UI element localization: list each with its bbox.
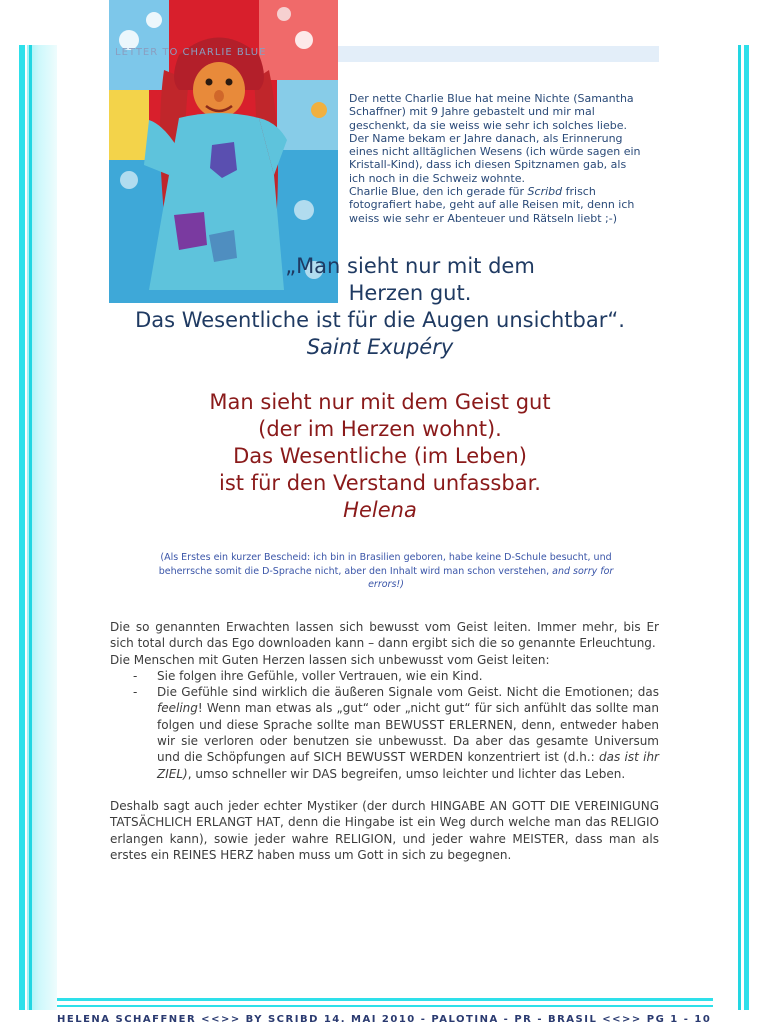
document-header-title: LETTER TO CHARLIE BLUE <box>115 47 267 58</box>
note-line: beherrsche somit die D-Sprache nicht, aber den Inhalt wird man schon verstehen, and sorry for <box>158 565 614 577</box>
frame-border-right-outer <box>744 45 749 1010</box>
quote-line: ist für den Verstand unfassbar. <box>219 471 541 495</box>
note-line: errors!) <box>368 579 404 590</box>
quote-author: Helena <box>343 498 417 522</box>
frame-border-left-inner <box>29 45 32 1010</box>
quote-line: Man sieht nur mit dem Geist gut <box>209 390 551 414</box>
bullet-list <box>110 668 659 782</box>
intro-line: Kristall-Kind), dass ich diesen Spitznamen gab, als <box>349 158 627 172</box>
intro-line: weiss wie sehr er Abenteuer und Rätseln liebt ;-) <box>349 211 617 225</box>
frame-border-left-outer <box>19 45 25 1010</box>
footer-rule-top <box>57 998 713 1001</box>
note-line: (Als Erstes ein kurzer Bescheid: ich bin in Brasilien geboren, habe keine D-Schule besucht, und <box>160 552 612 563</box>
intro-line: Der nette Charlie Blue hat meine Nichte (Samantha <box>349 92 634 105</box>
intro-line: fotografiert habe, geht auf alle Reisen mit, denn ich <box>349 198 635 212</box>
intro-line: Der Name bekam er Jahre danach, als Erinnerung <box>349 131 623 145</box>
paragraph: Die Menschen mit Guten Herzen lassen sich unbewusst vom Geist leiten: <box>110 652 550 667</box>
intro-line: eines nicht alltäglichen Wesens (ich würde sagen ein <box>349 145 641 159</box>
frame-border-right-inner <box>738 45 741 1010</box>
quote-line: (der im Herzen wohnt). <box>258 417 502 441</box>
list-item: - Die Gefühle sind wirklich die äußeren Signale vom Geist. Nicht die Emotionen; das feeling! Wenn man etwas als „gut“ oder „nicht gut“ für sich anfühlt das sollte man folgen und diese Sprache sollte man BEWUSST ERLERNEN, denn, entweder haben wir sie verloren oder benutzen sie unbewusst. Da aber das gesamte Universum und die Schöpfungen auf SICH BEWUSST WERDEN konzentriert ist (d.h.: das ist ihr ZIEL), umso schneller wir DAS begreifen, umso leichter und lichter das Leben. <box>133 685 659 781</box>
exupery-quote <box>100 253 660 361</box>
body-text <box>110 619 659 863</box>
intro-line: Charlie Blue, den ich gerade für Scribd frisch <box>349 185 596 199</box>
paragraph: Die so genannten Erwachten lassen sich bewusst vom Geist leiten. Immer mehr, bis Er sich total durch das Ego downloaden kann – dann ergibt sich die so genannte Erleuchtung. <box>110 620 659 651</box>
page-footer: HELENA SCHAFFNER <<>> BY SCRIBD 14. MAI 2010 - PALOTINA - PR - BRASIL <<>> PG 1 - 10 <box>57 1014 712 1025</box>
quote-line: Das Wesentliche ist für die Augen unsichtbar“. <box>135 308 625 332</box>
quote-line: Herzen gut. <box>348 281 472 305</box>
scribd-word: Scribd <box>527 185 563 199</box>
list-item: - Sie folgen ihre Gefühle, voller Vertrauen, wie ein Kind. <box>133 668 483 683</box>
quote-author: Saint Exupéry <box>306 335 454 359</box>
intro-line: geschenkt, da sie weiss wie sehr ich solches liebe. <box>349 118 628 132</box>
footer-rule-bottom <box>57 1005 713 1007</box>
quote-line: Das Wesentliche (im Leben) <box>233 444 527 468</box>
paragraph: Deshalb sagt auch jeder echter Mystiker (der durch HINGABE AN GOTT DIE VEREINIGUNG TATSÄCHLICH ERLANGT HAT, denn die Hingabe ist ein Weg durch welche man das RELIGIO erlangen kann), sowie jeder wahre RELIGION, und jeder wahre MEISTER, dass man als erstes ein REINES HERZ haben muss um Gott in sich zu begegnen. <box>110 798 659 862</box>
quote-line: „Man sieht nur mit dem <box>285 254 535 278</box>
language-note <box>118 551 654 592</box>
intro-line: Schaffner) mit 9 Jahre gebastelt und mir mal <box>349 105 595 119</box>
helena-quote <box>100 389 660 524</box>
intro-line: ich noch in die Schweiz wohnte. <box>349 171 525 185</box>
intro-paragraph <box>349 92 661 225</box>
